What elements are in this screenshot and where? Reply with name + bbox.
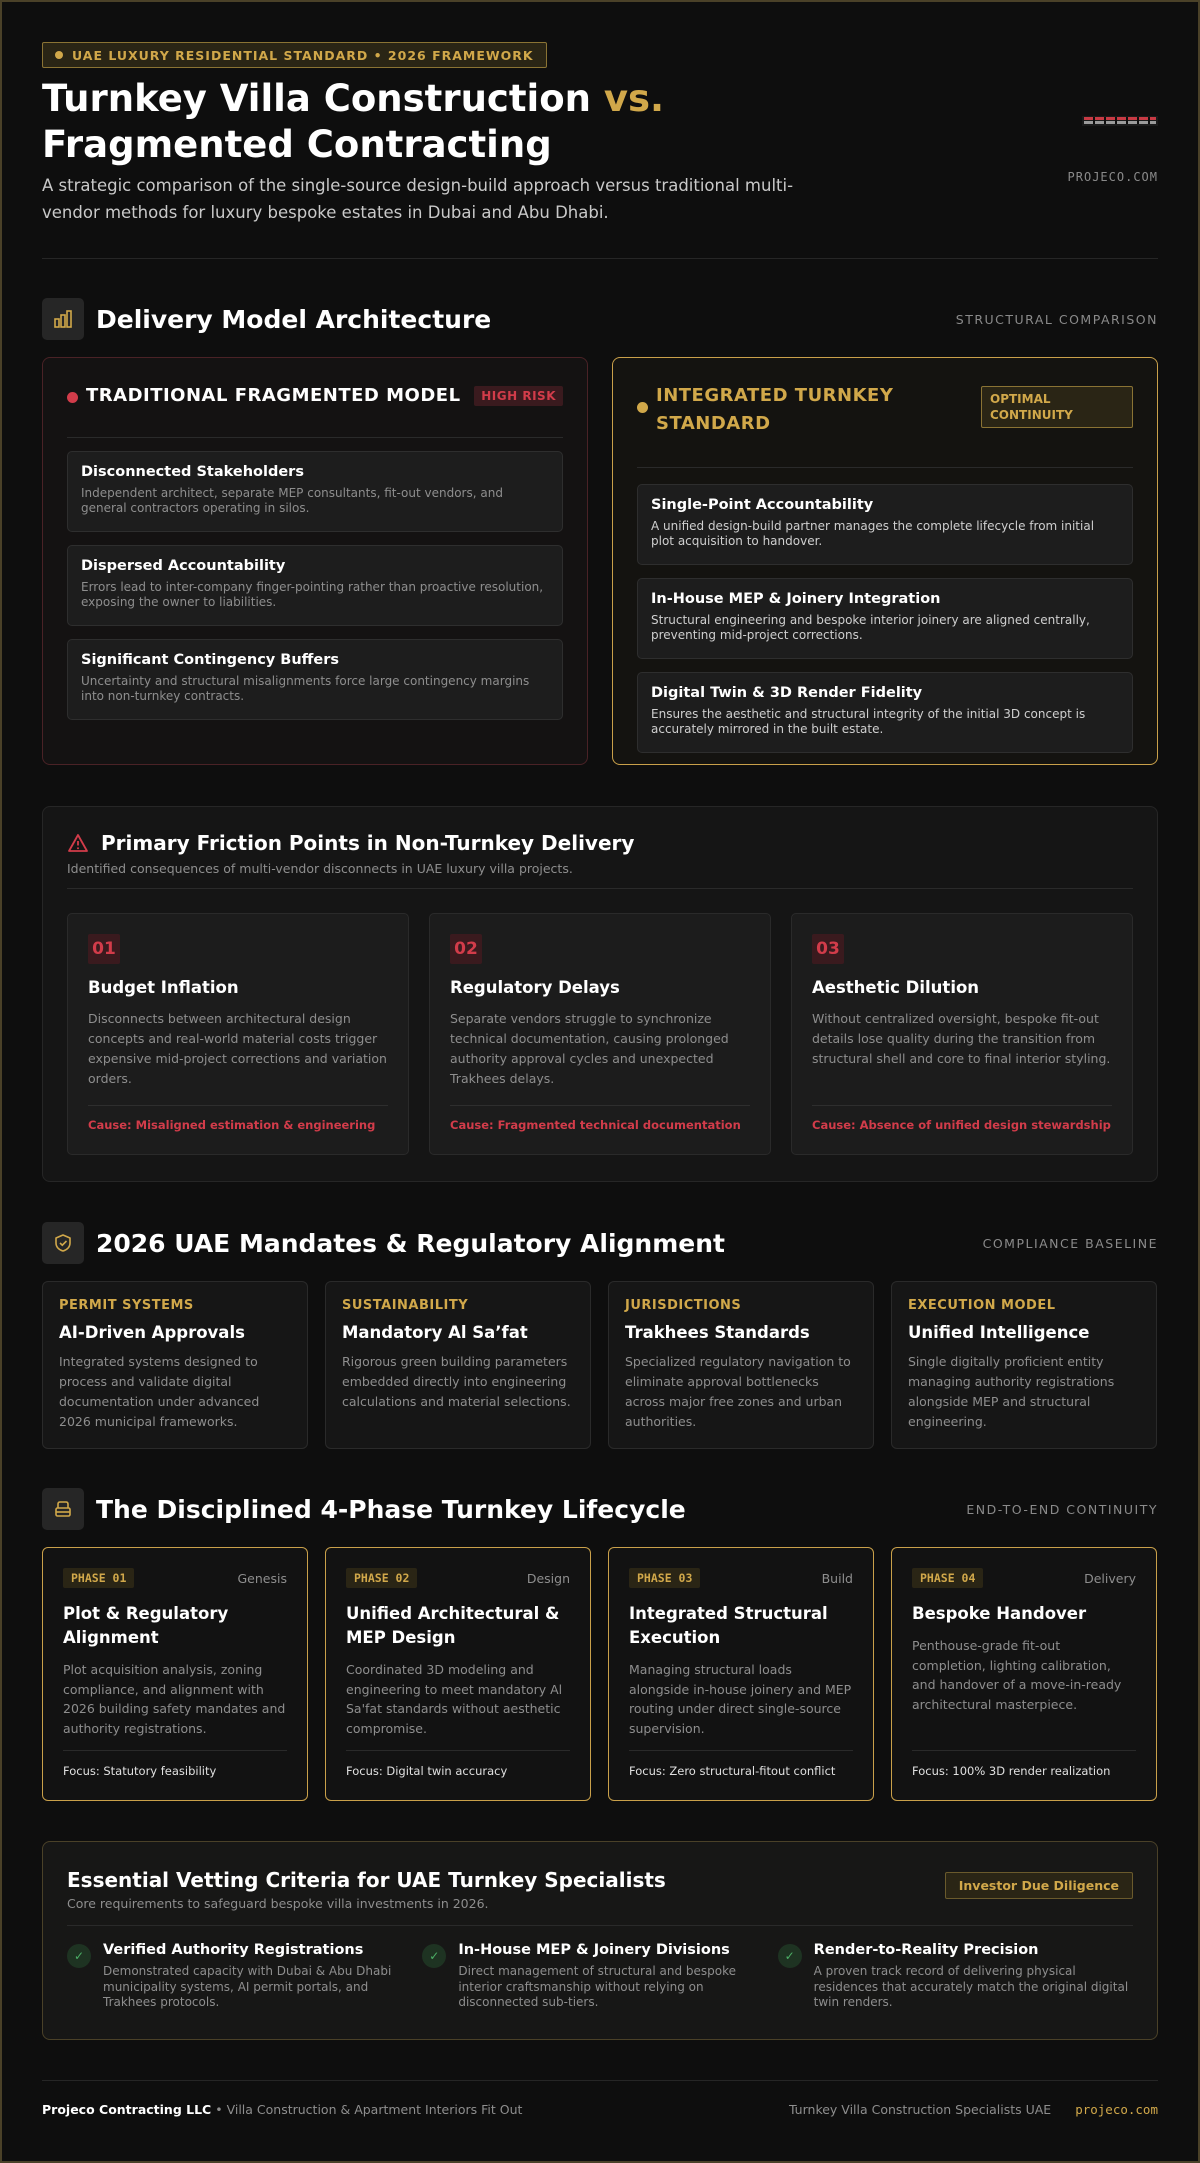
card-title: Trakhees Standards: [625, 1323, 810, 1342]
check-icon: ✓: [67, 1944, 91, 1968]
footer-right-text: Turnkey Villa Construction Specialists UAE: [788, 2102, 1052, 2117]
card-cause: Cause: Misaligned estimation & engineering: [88, 1105, 388, 1132]
card-kicker: SUSTAINABILITY: [342, 1298, 469, 1313]
friction-header: [67, 831, 1133, 855]
friction-section: [42, 806, 1158, 1182]
card-cause: Cause: Fragmented technical documentation: [450, 1105, 750, 1132]
gold-dot-icon: [637, 402, 648, 413]
phase-title: Integrated Structural Execution: [629, 1604, 828, 1647]
vetting-item: [778, 1942, 1133, 2011]
vetting-item-title: Render-to-Reality Precision: [813, 1942, 1039, 1958]
lifecycle-title: The Disciplined 4-Phase Turnkey Lifecycle: [96, 1494, 686, 1524]
footer: [42, 2102, 1158, 2117]
item-title: In-House MEP & Joinery Integration: [651, 591, 941, 607]
friction-card: [791, 913, 1133, 1155]
vetting-title: Essential Vetting Criteria for UAE Turnkey Specialists: [67, 1868, 666, 1892]
turnkey-model-title: INTEGRATED TURNKEY STANDARD: [656, 385, 894, 434]
vetting-item-desc: Demonstrated capacity with Dubai & Abu Dhabi municipality systems, AI permit portals, and Trakhees protocols.: [103, 1964, 392, 2009]
friction-cards: [67, 913, 1133, 1155]
vetting-item-desc: Direct management of structural and bespoke interior craftsmanship without relying on disconnected sub-tiers.: [458, 1964, 736, 2009]
card-kicker: JURISDICTIONS: [625, 1298, 742, 1313]
phase-desc: Coordinated 3D modeling and engineering to meet mandatory Al Sa'fat standards without aesthetic compromise.: [346, 1662, 563, 1736]
delivery-tag: STRUCTURAL COMPARISON: [955, 311, 1158, 327]
item-title: Single-Point Accountability: [651, 497, 874, 513]
card-desc: Specialized regulatory navigation to eliminate approval bottlenecks across major free zones and urban authorities.: [625, 1354, 851, 1429]
friction-card: [429, 913, 771, 1155]
lifecycle-tag: END-TO-END CONTINUITY: [966, 1501, 1158, 1517]
card-desc: Disconnects between architectural design concepts and real-world material costs trigger expensive mid-project corrections and variation orders.: [88, 1011, 387, 1086]
vetting-item: [67, 1942, 422, 2011]
item-title: Disconnected Stakeholders: [81, 464, 304, 480]
card-number: 01: [88, 934, 120, 964]
lifecycle-section-header: [42, 1488, 1158, 1530]
card-desc: Rigorous green building parameters embedded directly into engineering calculations and material selections.: [342, 1354, 571, 1409]
phase-tag: PHASE 02: [346, 1568, 417, 1588]
card-title: Unified Intelligence: [908, 1323, 1090, 1342]
optimal-continuity-badge: OPTIMAL CONTINUITY: [981, 386, 1133, 428]
item-title: Digital Twin & 3D Render Fidelity: [651, 685, 923, 701]
friction-title: Primary Friction Points in Non-Turnkey Delivery: [101, 831, 635, 855]
card-kicker: PERMIT SYSTEMS: [59, 1298, 194, 1313]
friction-subtitle: Identified consequences of multi-vendor disconnects in UAE luxury villa projects.: [67, 861, 1133, 889]
mandate-card: [608, 1281, 874, 1449]
item-title: Significant Contingency Buffers: [81, 652, 340, 668]
phase-tag: PHASE 04: [912, 1568, 983, 1588]
phase-focus: Focus: Zero structural-fitout conflict: [629, 1750, 853, 1778]
list-item: [67, 451, 563, 532]
list-item: [637, 484, 1133, 565]
card-kicker: EXECUTION MODEL: [908, 1298, 1056, 1313]
list-item: [67, 545, 563, 626]
mandate-card: [42, 1281, 308, 1449]
title-part1: Turnkey Villa Construction: [42, 77, 591, 120]
red-dot-icon: [67, 392, 78, 403]
vetting-section: [42, 1841, 1158, 2040]
item-desc: Independent architect, separate MEP consultants, fit-out vendors, and general contractors operating in silos.: [81, 486, 503, 515]
card-number: 02: [450, 934, 482, 964]
phase-stage: Delivery: [1084, 1570, 1136, 1586]
phase-focus: Focus: Statutory feasibility: [63, 1750, 287, 1778]
card-desc: Integrated systems designed to process and validate digital documentation under advanced 2026 municipal frameworks.: [59, 1354, 260, 1429]
list-item: [637, 672, 1133, 753]
phase-title: Unified Architectural & MEP Design: [346, 1604, 560, 1647]
item-desc: Ensures the aesthetic and structural integrity of the initial 3D concept is accurately mirrored in the built estate.: [651, 707, 1086, 736]
card-desc: Single digitally proficient entity managing authority registrations alongside MEP and structural engineering.: [908, 1354, 1115, 1429]
phase-card: [891, 1547, 1157, 1801]
header: [42, 42, 1158, 258]
traditional-model-card: [42, 357, 588, 765]
phase-title: Plot & Regulatory Alignment: [63, 1604, 229, 1647]
vetting-item: [422, 1942, 777, 2011]
item-title: Dispersed Accountability: [81, 558, 286, 574]
phase-focus: Focus: Digital twin accuracy: [346, 1750, 570, 1778]
phase-desc: Plot acquisition analysis, zoning compliance, and alignment with 2026 building safety mandates and authority registrations.: [63, 1662, 286, 1736]
divider: [42, 258, 1158, 259]
phase-stage: Genesis: [237, 1570, 287, 1586]
friction-card: [67, 913, 409, 1155]
layers-icon: [42, 1488, 84, 1530]
vetting-items: [67, 1942, 1133, 2011]
phase-desc: Penthouse-grade fit-out completion, lighting calibration, and handover of a move-in-ready architectural masterpiece.: [912, 1638, 1122, 1712]
item-desc: Errors lead to inter-company finger-pointing rather than proactive resolution, exposing the owner to liabilities.: [81, 580, 544, 609]
check-icon: ✓: [422, 1944, 446, 1968]
gold-dot-icon: [55, 51, 63, 59]
phase-card: [325, 1547, 591, 1801]
check-icon: ✓: [778, 1944, 802, 1968]
vetting-item-title: Verified Authority Registrations: [103, 1942, 364, 1958]
vetting-item-title: In-House MEP & Joinery Divisions: [458, 1942, 730, 1958]
phase-stage: Design: [526, 1570, 570, 1586]
delivery-section-header: [42, 298, 1158, 340]
phase-title: Bespoke Handover: [912, 1604, 1087, 1623]
page-subtitle: A strategic comparison of the single-source design-build approach versus traditional multi-vendor methods for luxury bespoke estates in Dubai and Abu Dhabi.: [42, 176, 794, 222]
mandates-title: 2026 UAE Mandates & Regulatory Alignment: [96, 1228, 725, 1258]
projeco-logo-icon: [1082, 114, 1158, 128]
framework-pill-label: UAE LUXURY RESIDENTIAL STANDARD • 2026 FRAMEWORK: [72, 47, 534, 63]
list-item: [67, 639, 563, 720]
turnkey-model-header: [637, 382, 1133, 468]
phase-focus: Focus: 100% 3D render realization: [912, 1750, 1136, 1778]
card-title: Aesthetic Dilution: [812, 978, 980, 997]
phase-tag: PHASE 03: [629, 1568, 700, 1588]
footer-divider: [42, 2080, 1158, 2081]
delivery-title: Delivery Model Architecture: [96, 304, 492, 334]
traditional-model-title: TRADITIONAL FRAGMENTED MODEL: [86, 385, 461, 406]
phase-cards: [42, 1547, 1158, 1801]
due-diligence-badge: Investor Due Diligence: [945, 1872, 1133, 1899]
mandate-cards: [42, 1281, 1158, 1449]
page-title: [42, 76, 822, 168]
list-item: [637, 578, 1133, 659]
phase-card: [42, 1547, 308, 1801]
phase-tag: PHASE 01: [63, 1568, 134, 1588]
footer-company: Projeco Contracting LLC: [42, 2102, 212, 2117]
high-risk-badge: HIGH RISK: [474, 386, 563, 406]
mandates-tag: COMPLIANCE BASELINE: [982, 1235, 1158, 1251]
item-desc: A unified design-build partner manages the complete lifecycle from initial plot acquisition to handover.: [651, 519, 1095, 548]
phase-desc: Managing structural loads alongside in-house joinery and MEP routing under direct single-source supervision.: [629, 1662, 852, 1736]
vetting-item-desc: A proven track record of delivering physical residences that accurately match the original digital twin renders.: [813, 1964, 1129, 2009]
card-cause: Cause: Absence of unified design stewardship: [812, 1105, 1112, 1132]
card-desc: Separate vendors struggle to synchronize technical documentation, causing prolonged authority approval cycles and unexpected Trakhees delays.: [450, 1011, 729, 1086]
mandates-section-header: [42, 1222, 1158, 1264]
phase-stage: Build: [821, 1570, 853, 1586]
card-title: AI-Driven Approvals: [59, 1323, 245, 1342]
title-vs: vs.: [603, 77, 665, 120]
vetting-subtitle: Core requirements to safeguard bespoke villa investments in 2026.: [67, 1896, 1133, 1926]
card-number: 03: [812, 934, 844, 964]
item-desc: Uncertainty and structural misalignments force large contingency margins into non-turnkey contracts.: [81, 674, 530, 703]
card-title: Budget Inflation: [88, 978, 239, 997]
item-desc: Structural engineering and bespoke interior joinery are aligned centrally, preventing mid-project corrections.: [651, 613, 1090, 642]
card-title: Mandatory Al Sa’fat: [342, 1323, 528, 1342]
title-part2: Fragmented Contracting: [42, 123, 552, 166]
turnkey-model-card: [612, 357, 1158, 765]
logo-text: PROJECO.COM: [1067, 170, 1158, 184]
framework-pill: [42, 42, 547, 68]
traditional-model-header: [67, 382, 563, 438]
card-desc: Without centralized oversight, bespoke fit-out details lose quality during the transition from structural shell and core to final interior styling.: [812, 1011, 1111, 1066]
card-title: Regulatory Delays: [450, 978, 620, 997]
warning-icon: [67, 833, 89, 853]
footer-domain-link[interactable]: projeco.com: [1075, 2102, 1158, 2117]
footer-tagline: • Villa Construction & Apartment Interiors Fit Out: [215, 2102, 523, 2117]
phase-card: [608, 1547, 874, 1801]
mandate-card: [891, 1281, 1157, 1449]
bar-chart-icon: [42, 298, 84, 340]
mandate-card: [325, 1281, 591, 1449]
shield-check-icon: [42, 1222, 84, 1264]
